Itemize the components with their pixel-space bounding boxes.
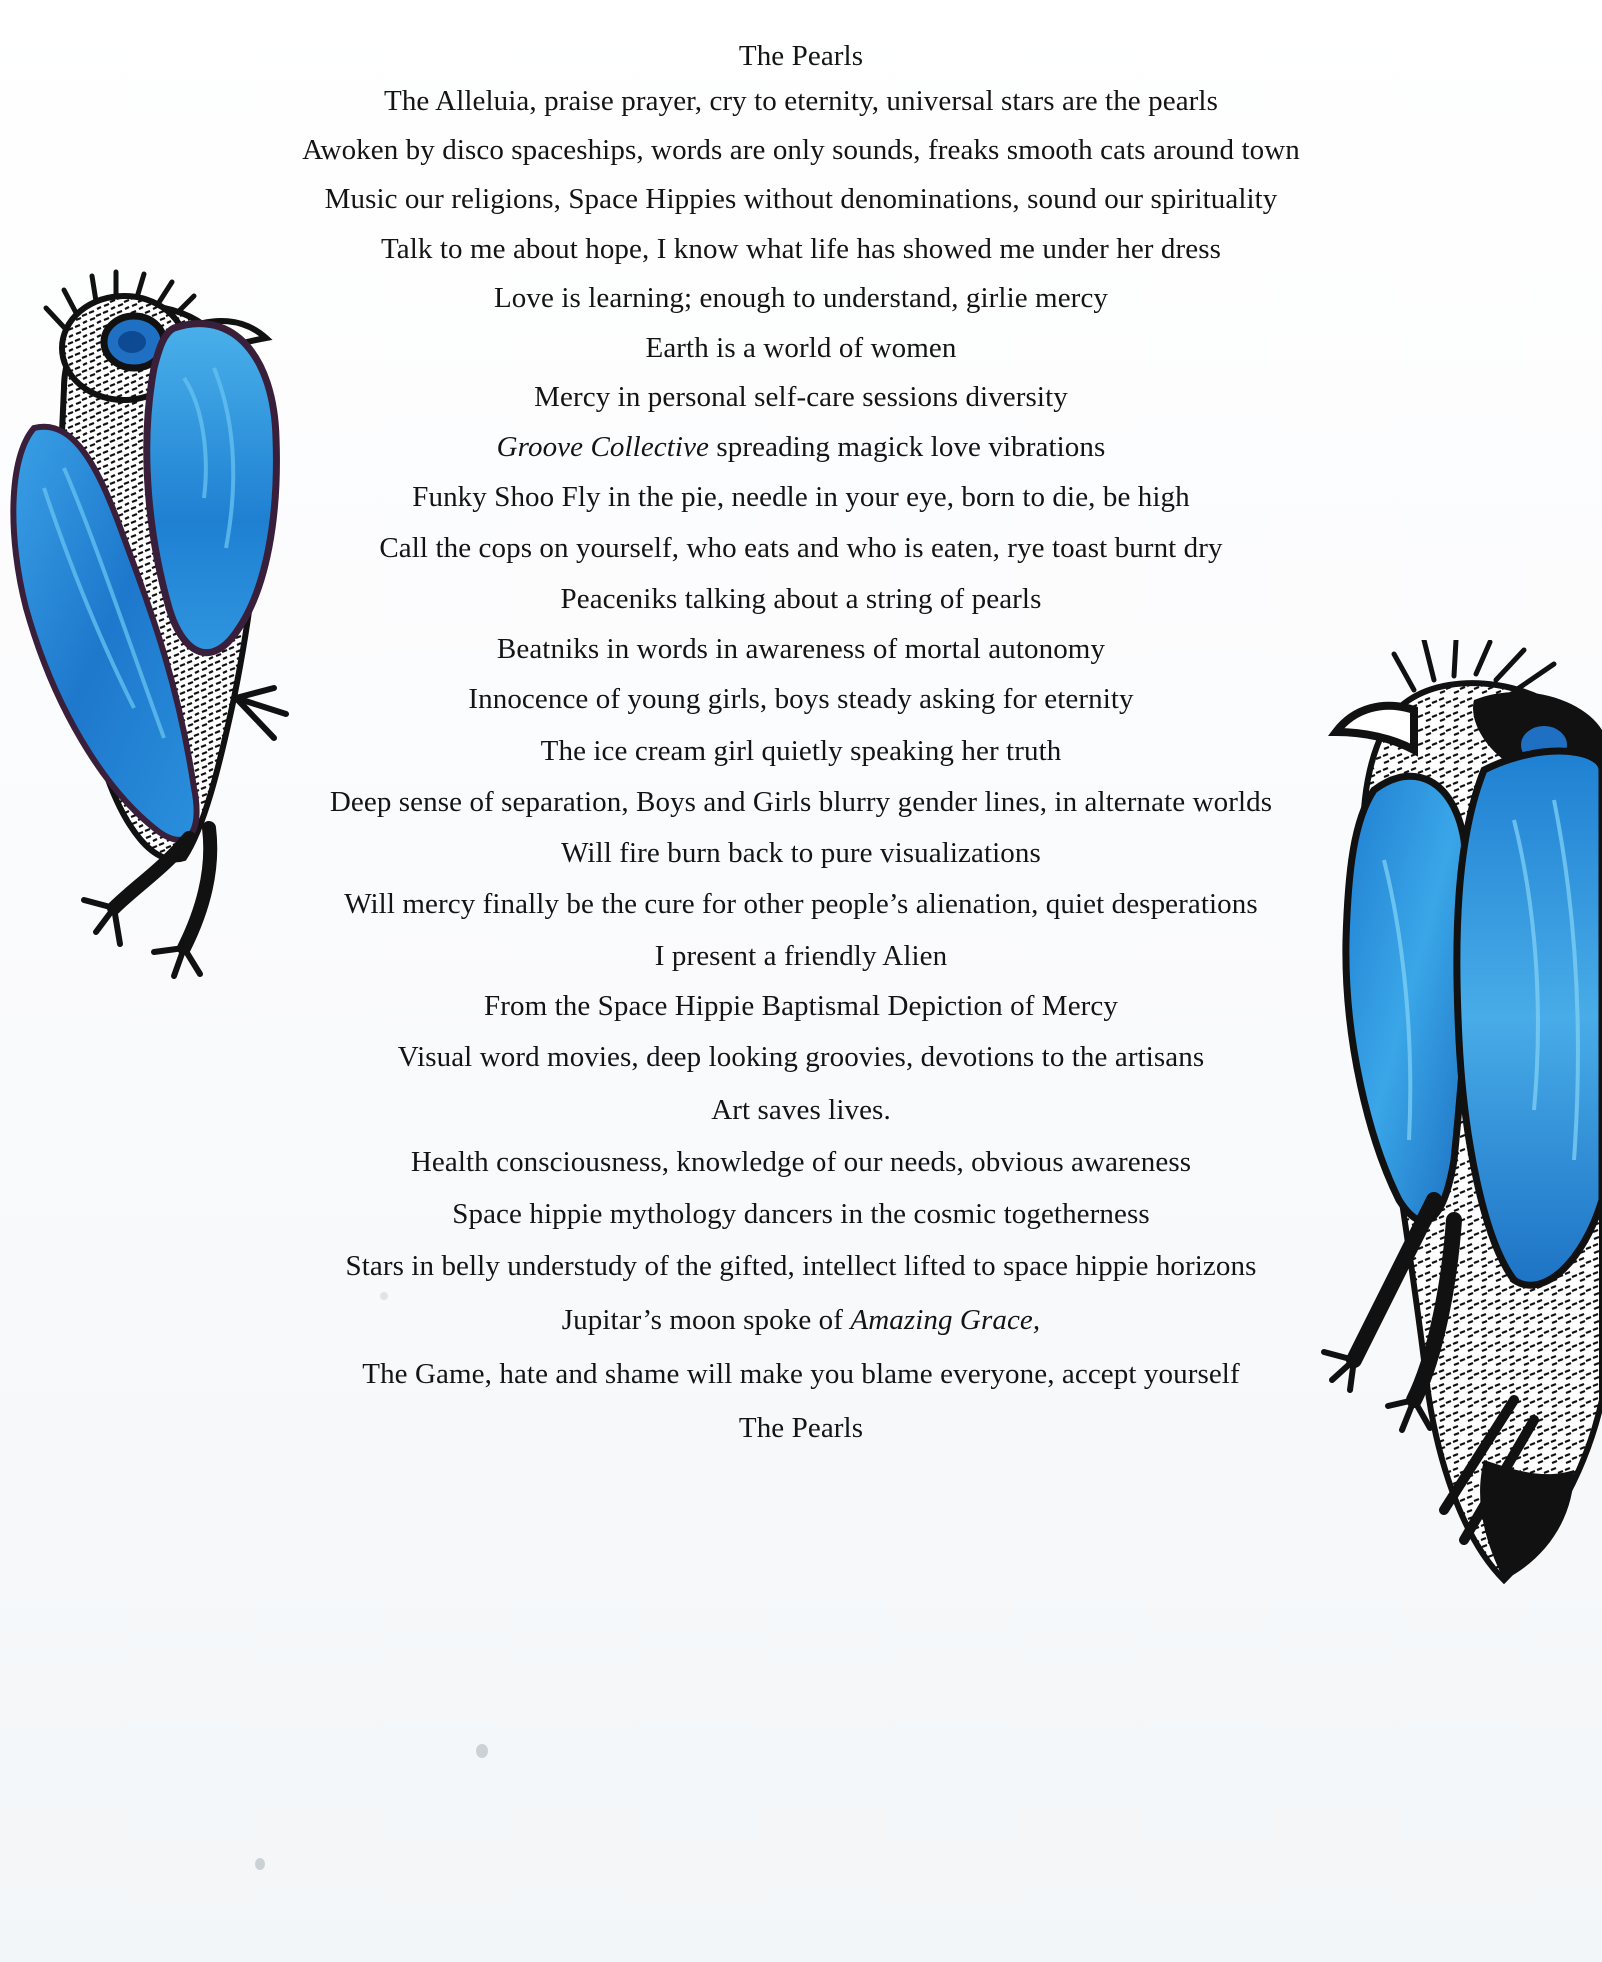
poem-line-14: The ice cream girl quietly speaking her truth — [540, 735, 1062, 767]
amazing-grace-italic: Amazing Grace, — [850, 1304, 1041, 1336]
poem-line-10: Call the cops on yourself, who eats and who is eaten, rye toast burnt dry — [379, 532, 1223, 564]
paper-speck — [380, 1292, 388, 1300]
poem-line-2: Awoken by disco spaceships, words are only sounds, freaks smooth cats around town — [302, 134, 1300, 166]
poem-line-21: Art saves lives. — [711, 1094, 891, 1126]
poem-line-24: Stars in belly understudy of the gifted, intellect lifted to space hippie horizons — [345, 1250, 1257, 1282]
poem-line-23: Space hippie mythology dancers in the cosmic togetherness — [452, 1198, 1150, 1230]
poem-line-22: Health consciousness, knowledge of our needs, obvious awareness — [410, 1146, 1192, 1178]
poem-line-25 — [0, 1302, 1602, 1338]
poem-line-17: Will mercy finally be the cure for other people’s alienation, quiet desperations — [344, 888, 1258, 920]
poem-line-8-rest: spreading magick love vibrations — [709, 431, 1106, 463]
poem-line-4: Talk to me about hope, I know what life has showed me under her dress — [380, 233, 1221, 265]
poem-line-12: Beatniks in words in awareness of mortal autonomy — [496, 633, 1106, 665]
paper-speck — [255, 1858, 265, 1870]
poem-line-20: Visual word movies, deep looking groovies, devotions to the artisans — [397, 1041, 1205, 1073]
poem-line-8 — [0, 429, 1602, 465]
poem-line-19: From the Space Hippie Baptismal Depiction of Mercy — [484, 990, 1118, 1022]
poem-line-16: Will fire burn back to pure visualizations — [561, 837, 1041, 869]
poem-line-3: Music our religions, Space Hippies without denominations, sound our spirituality — [324, 183, 1278, 215]
poem-closing-title: The Pearls — [738, 1412, 864, 1444]
poem-line-6: Earth is a world of women — [645, 332, 957, 364]
poem-line-9: Funky Shoo Fly in the pie, needle in your eye, born to die, be high — [412, 481, 1190, 513]
left-bird-drawing — [4, 268, 374, 988]
poem-line-13: Innocence of young girls, boys steady asking for eternity — [468, 683, 1134, 715]
poem-line-1: The Alleluia, praise prayer, cry to eternity, universal stars are the pearls — [384, 85, 1218, 117]
paper-speck — [476, 1744, 488, 1758]
band-name-italic: Groove Collective — [496, 431, 710, 463]
poem-line-7: Mercy in personal self-care sessions diversity — [534, 381, 1068, 413]
poem-line-25-start: Jupitar’s moon spoke of — [561, 1304, 851, 1336]
poem-line-18: I present a friendly Alien — [654, 940, 948, 972]
poem-line-26: The Game, hate and shame will make you blame everyone, accept yourself — [362, 1358, 1240, 1390]
poem-line-15: Deep sense of separation, Boys and Girls blurry gender lines, in alternate worlds — [329, 786, 1273, 818]
poem-title: The Pearls — [738, 40, 864, 72]
poem-line-11: Peaceniks talking about a string of pearls — [560, 583, 1042, 615]
poem-line-5: Love is learning; enough to understand, girlie mercy — [493, 282, 1109, 314]
